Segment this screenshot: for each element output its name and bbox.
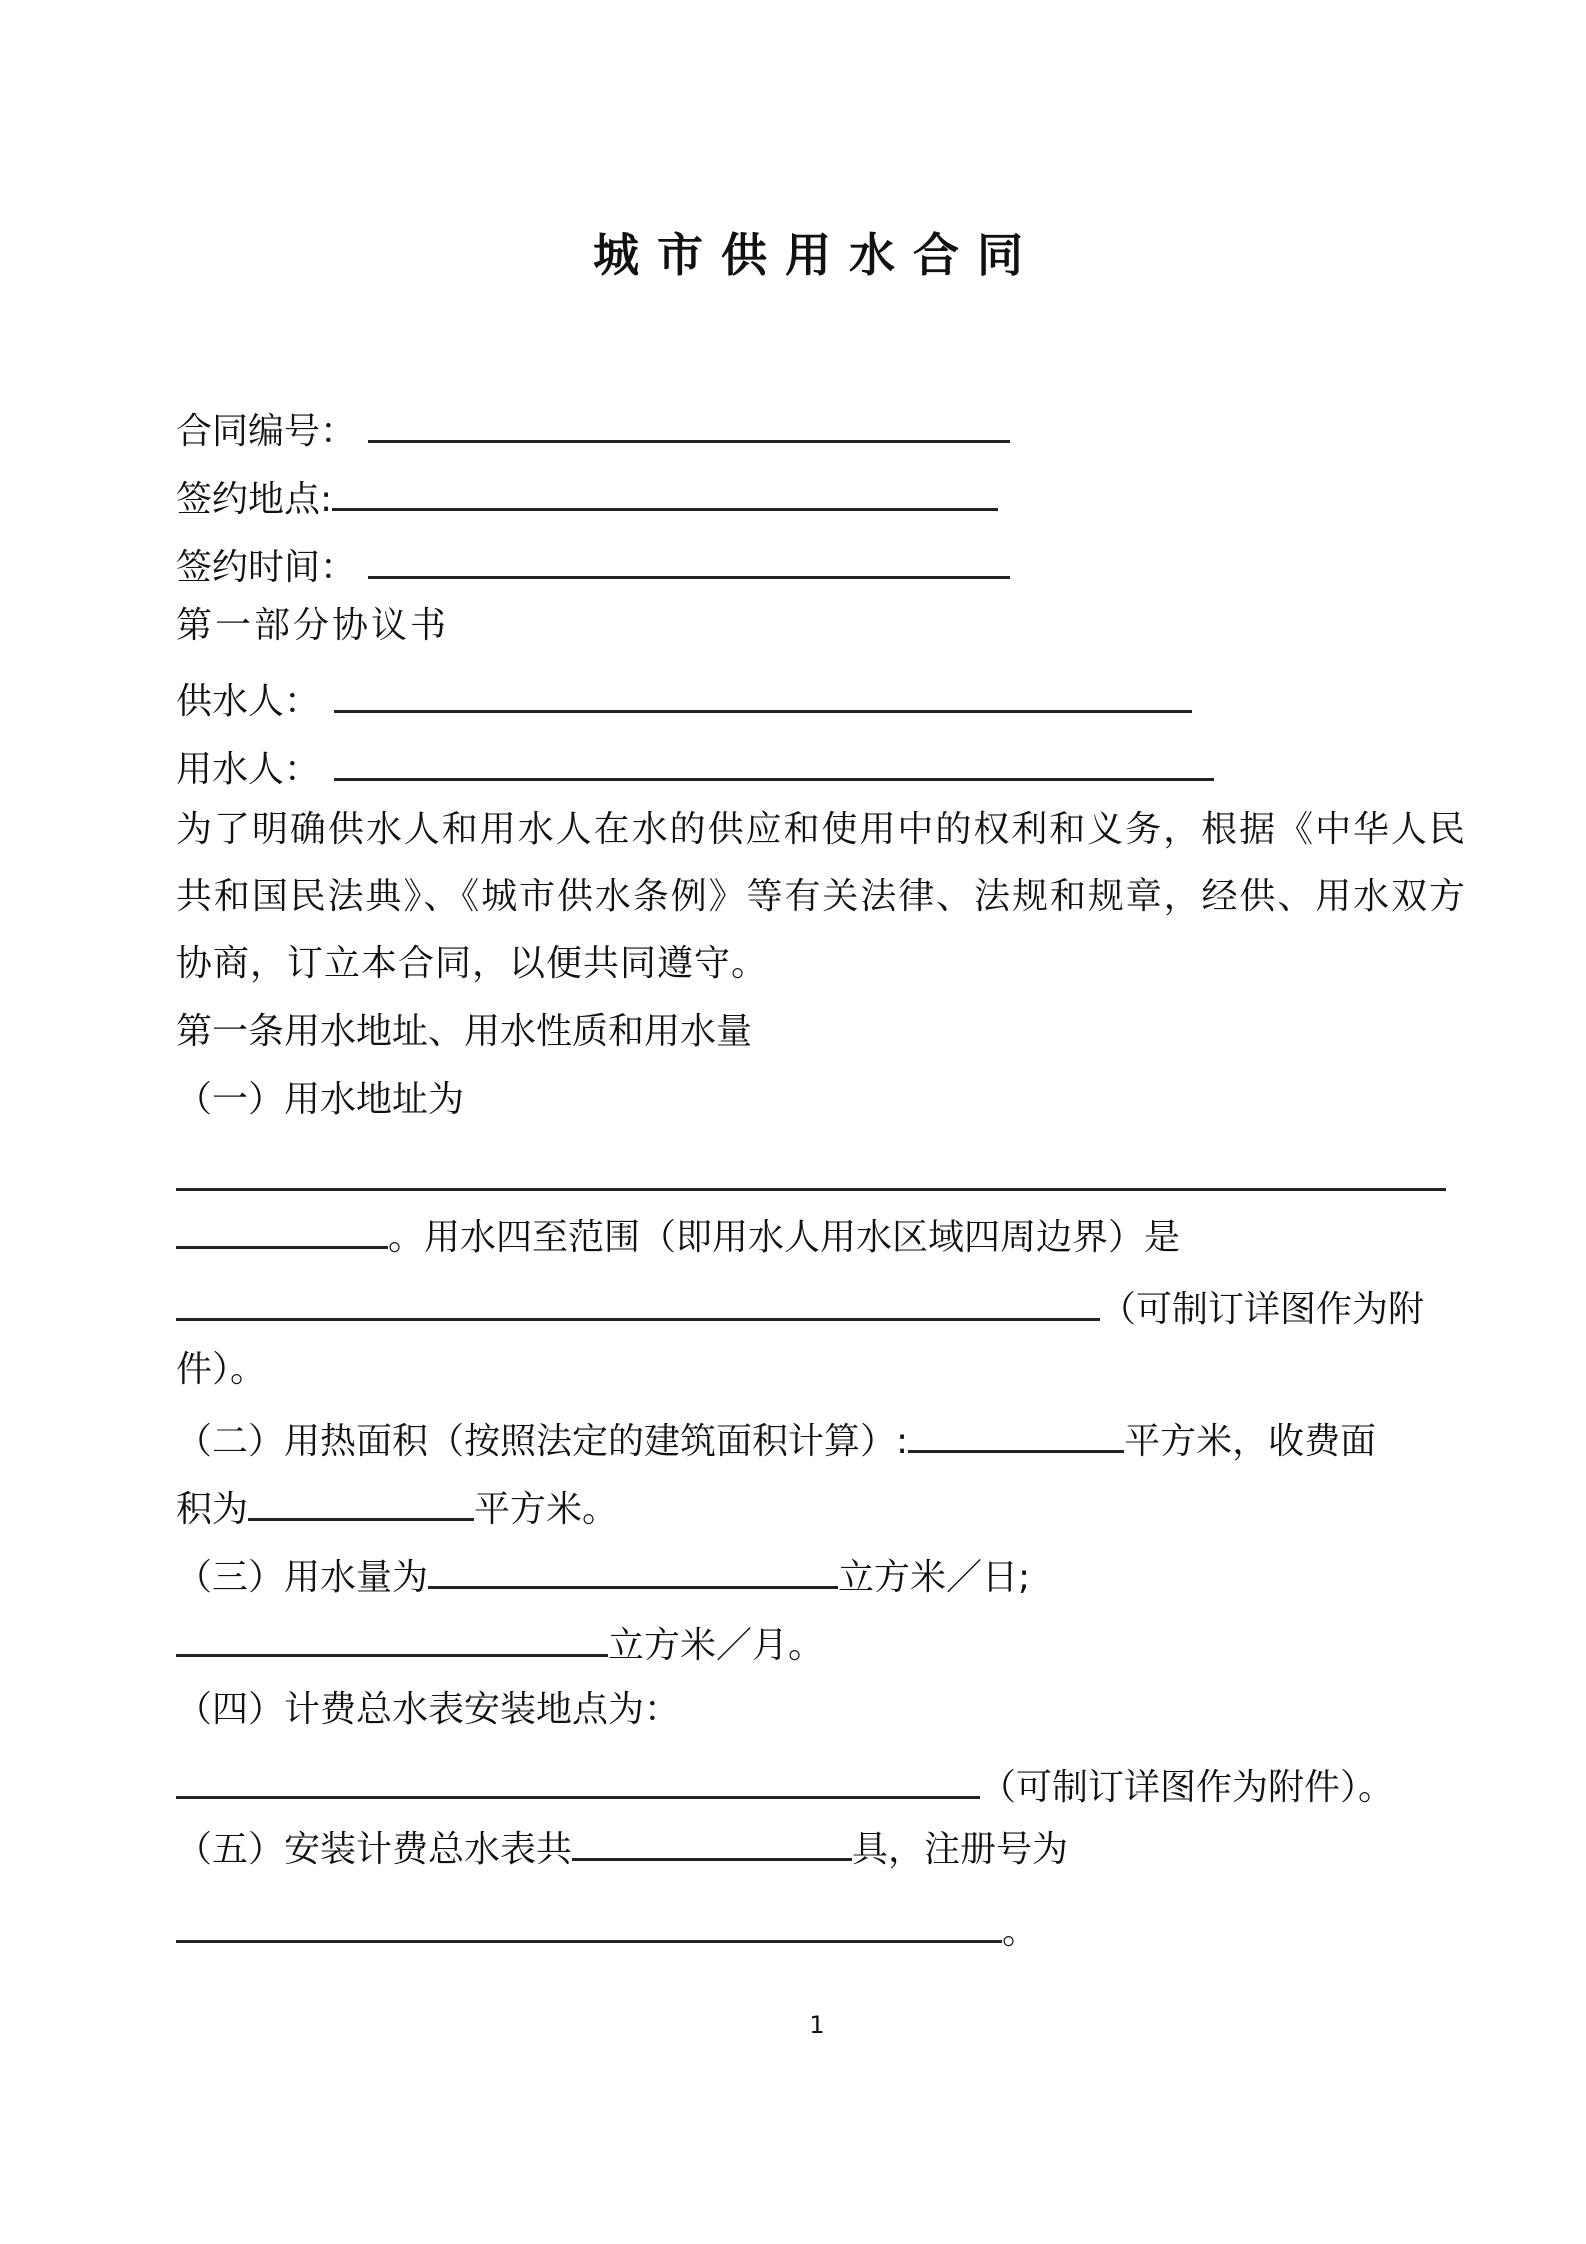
sign-place-label: 签约地点: bbox=[176, 479, 333, 520]
sign-place-blank bbox=[332, 478, 998, 511]
heating-area-blank bbox=[908, 1420, 1124, 1453]
item1-scope-row bbox=[176, 1216, 1180, 1256]
sign-place-row bbox=[176, 478, 998, 518]
item3-row1 bbox=[176, 1556, 1030, 1596]
contract-number-label: 合同编号： bbox=[176, 411, 357, 452]
item5-row1 bbox=[176, 1828, 1068, 1868]
item1-attach-text-b: 件）。 bbox=[176, 1349, 267, 1390]
item4-attach-row bbox=[176, 1766, 1394, 1806]
item5-text-b: 具，注册号为 bbox=[852, 1829, 1069, 1870]
item4-attach-text: （可制订详图作为附件）。 bbox=[980, 1767, 1395, 1808]
supplier-label: 供水人： bbox=[176, 681, 321, 722]
item2-row2 bbox=[176, 1488, 618, 1528]
supplier-blank bbox=[334, 680, 1192, 713]
sign-time-label: 签约时间： bbox=[176, 547, 357, 588]
item1-attach-text-a: （可制订详图作为附 bbox=[1100, 1289, 1425, 1330]
preamble-paragraph: 为了明确供水人和用水人在水的供应和使用中的权利和义务，根据《中华人民共和国民法典》、《城市供水条例》等有关法律、法规和规章，经供、用水双方协商，订立本合同，以便共同遵守。 bbox=[176, 809, 1466, 984]
part-one-heading: 第一部分协议书 bbox=[176, 605, 450, 646]
item1-blank-row bbox=[176, 1158, 1446, 1198]
user-label: 用水人： bbox=[176, 749, 321, 790]
item5-end-text: 。 bbox=[1002, 1911, 1039, 1952]
item2-text-a: （二）用热面积（按照法定的建筑面积计算）: bbox=[176, 1421, 909, 1462]
sign-time-row bbox=[176, 546, 1010, 586]
item3-row2 bbox=[176, 1624, 824, 1664]
registration-number-blank bbox=[176, 1910, 1002, 1943]
page-number: 1 bbox=[809, 2011, 825, 2039]
item5-text-a: （五）安装计费总水表共 bbox=[176, 1829, 573, 1870]
item2-text-d: 平方米。 bbox=[474, 1489, 619, 1530]
address-blank-continued bbox=[176, 1216, 388, 1249]
meter-count-blank bbox=[572, 1828, 852, 1861]
item1-label: （一）用水地址为 bbox=[176, 1079, 465, 1120]
supplier-row bbox=[176, 680, 1192, 720]
user-blank bbox=[334, 748, 1214, 781]
monthly-volume-blank bbox=[176, 1624, 608, 1657]
item4-label: （四）计费总水表安装地点为： bbox=[176, 1689, 681, 1730]
charge-area-blank bbox=[248, 1488, 474, 1521]
scope-blank bbox=[176, 1288, 1100, 1321]
contract-number-blank bbox=[368, 410, 1010, 443]
page-title: 城市供用水合同 bbox=[593, 228, 1041, 282]
address-blank bbox=[176, 1158, 1446, 1191]
sign-time-blank bbox=[368, 546, 1010, 579]
item2-row1 bbox=[176, 1420, 1376, 1460]
item2-text-b: 平方米，收费面 bbox=[1124, 1421, 1377, 1462]
item1-scope-text: 。用水四至范围（即用水人用水区域四周边界）是 bbox=[388, 1217, 1181, 1258]
meter-location-blank bbox=[176, 1766, 980, 1799]
daily-volume-blank bbox=[428, 1556, 838, 1589]
item3-text-b: 立方米／日; bbox=[838, 1557, 1031, 1598]
item1-attach-row bbox=[176, 1288, 1424, 1328]
item3-text-a: （三）用水量为 bbox=[176, 1557, 429, 1598]
item3-text-c: 立方米／月。 bbox=[608, 1625, 825, 1666]
user-row bbox=[176, 748, 1214, 788]
contract-number-row bbox=[176, 410, 1010, 450]
item5-row2 bbox=[176, 1910, 1038, 1950]
item2-text-c: 积为 bbox=[176, 1489, 249, 1530]
article-one-heading: 第一条用水地址、用水性质和用水量 bbox=[176, 1011, 753, 1052]
